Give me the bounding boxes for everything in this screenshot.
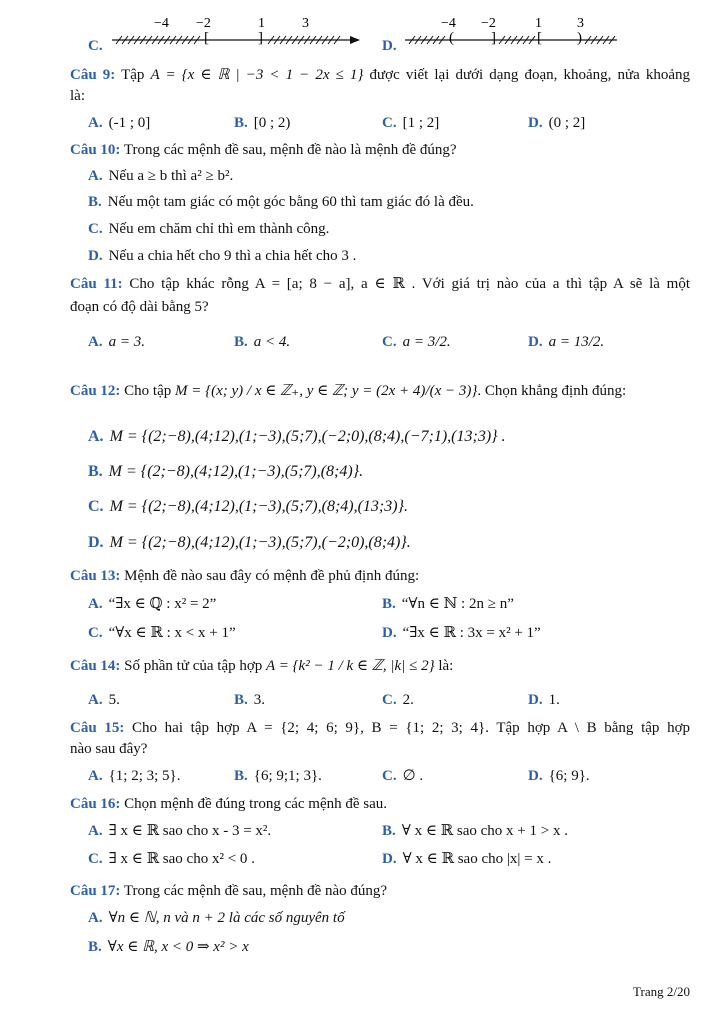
option-b: B. ∀ x ∈ ℝ sao cho x + 1 > x . xyxy=(382,823,568,839)
option-c: C. a = 3/2. xyxy=(382,334,451,350)
svg-text:[: [ xyxy=(537,30,542,46)
option-d: D. Nếu a chia hết cho 9 thì a chia hết cho 3 . xyxy=(88,248,357,264)
option-c: C. ∃ x ∈ ℝ sao cho x² < 0 . xyxy=(88,851,255,867)
set-expression: A = {k² − 1 / k ∈ ℤ, |k| ≤ 2} xyxy=(266,658,435,674)
option-d: D. “∃x ∈ ℝ : 3x = x² + 1” xyxy=(382,625,541,641)
option-a: A. Nếu a ≥ b thì a² ≥ b². xyxy=(88,168,234,184)
option-d: D. (0 ; 2] xyxy=(528,115,586,131)
option-a: A. 5. xyxy=(88,692,120,708)
option-a: A. M = {(2;−8),(4;12),(1;−3),(5;7),(−2;0),(8;4),(−7;1),(13;3)} . xyxy=(88,428,506,445)
option-a: A. “∃x ∈ ℚ : x² = 2” xyxy=(88,596,217,612)
option-d: D. M = {(2;−8),(4;12),(1;−3),(5;7),(−2;0),(8;4)}. xyxy=(88,534,411,551)
question-11-line-1 xyxy=(70,274,690,294)
question-13 xyxy=(70,566,690,586)
svg-text:): ) xyxy=(577,30,582,46)
question-text: Chọn mệnh đề đúng trong các mệnh đề sau. xyxy=(124,796,388,812)
question-text: được viết lại dưới dạng đoạn, khoảng, nửa khoảng xyxy=(369,67,690,83)
set-expression: A = {x ∈ ℝ | −3 < 1 − 2x ≤ 1} xyxy=(150,67,364,83)
tick-label: 1 xyxy=(258,16,265,31)
question-12 xyxy=(70,381,690,401)
tick-label: 3 xyxy=(302,16,309,31)
option-b: B. 3. xyxy=(234,692,266,708)
question-16 xyxy=(70,794,690,814)
question-label: Câu 11: xyxy=(70,276,123,292)
tick-label: 3 xyxy=(577,16,584,31)
option-d: D. ∀ x ∈ ℝ sao cho |x| = x . xyxy=(382,851,552,867)
question-text: . Chọn khẳng định đúng: xyxy=(477,383,627,399)
option-b: B. {6; 9;1; 3}. xyxy=(234,768,322,784)
question-label: Câu 13: xyxy=(70,568,121,584)
question-label: Câu 10: xyxy=(70,142,121,158)
question-label: Câu 12: xyxy=(70,383,121,399)
question-text: Cho hai tập hợp A = {2; 4; 6; 9}, B = {1; 2; 3; 4}. Tập hợp A \ B bằng tập hợp xyxy=(132,720,691,736)
svg-text:[: [ xyxy=(204,30,209,46)
option-c: C. “∀x ∈ ℝ : x < x + 1” xyxy=(88,625,236,641)
option-c: C. [1 ; 2] xyxy=(382,115,440,131)
option-c: C. 2. xyxy=(382,692,414,708)
option-d: D. {6; 9}. xyxy=(528,768,590,784)
option-c: C. Nếu em chăm chỉ thì em thành công. xyxy=(88,221,330,237)
option-d: D. a = 13/2. xyxy=(528,334,605,350)
question-label: Câu 14: xyxy=(70,658,121,674)
question-9-line-1 xyxy=(70,65,690,85)
option-d-label: D. xyxy=(382,38,397,54)
question-text: Cho tập xyxy=(124,383,172,399)
question-15-line-1 xyxy=(70,718,690,738)
option-c-label: C. xyxy=(88,38,103,54)
option-b: B. Nếu một tam giác có một góc bằng 60 thì tam giác đó là đều. xyxy=(88,194,474,210)
option-b: B. ∀x ∈ ℝ, x < 0 ⇒ x² > x xyxy=(88,939,249,955)
question-text: Trong các mệnh đề sau, mệnh đề nào là mệnh đề đúng? xyxy=(123,142,457,158)
option-b: B. a < 4. xyxy=(234,334,291,350)
tick-label: −2 xyxy=(481,16,496,31)
option-a: A. {1; 2; 3; 5}. xyxy=(88,768,181,784)
question-text: Tập xyxy=(121,67,145,83)
set-expression: M = {(x; y) / x ∈ ℤ₊, y ∈ ℤ; y = (2x + 4)/(x − 3)} xyxy=(175,383,478,399)
option-c: C. M = {(2;−8),(4;12),(1;−3),(5;7),(8;4),(13;3)}. xyxy=(88,498,408,515)
question-text: Mệnh đề nào sau đây có mệnh đề phủ định đúng: xyxy=(124,568,420,584)
question-17 xyxy=(70,881,690,901)
svg-text:]: ] xyxy=(258,30,263,46)
tick-label: −4 xyxy=(441,16,456,31)
page-number: Trang 2/20 xyxy=(633,984,690,999)
option-a: A. (-1 ; 0] xyxy=(88,115,151,131)
question-15-line-2: nào sau đây? xyxy=(70,741,148,757)
tick-label: −4 xyxy=(154,16,169,31)
svg-text:(: ( xyxy=(449,30,454,46)
option-b: B. M = {(2;−8),(4;12),(1;−3),(5;7),(8;4)}. xyxy=(88,463,364,480)
question-text: Cho tập khác rỗng A = [a; 8 − a], a ∈ ℝ . Với giá trị nào của a thì tập A sẽ là một xyxy=(129,276,691,292)
question-11-line-2: đoạn có độ dài bằng 5? xyxy=(70,299,209,315)
question-14 xyxy=(70,656,690,676)
question-10 xyxy=(70,140,690,160)
question-9-line-2: là: xyxy=(70,88,85,104)
option-d: D. 1. xyxy=(528,692,560,708)
question-text: Trong các mệnh đề sau, mệnh đề nào đúng? xyxy=(123,883,388,899)
question-label: Câu 17: xyxy=(70,883,121,899)
svg-text:]: ] xyxy=(491,30,496,46)
question-label: Câu 15: xyxy=(70,720,125,736)
option-a: A. ∀n ∈ ℕ, n và n + 2 là các số nguyên tố xyxy=(88,910,345,926)
question-label: Câu 9: xyxy=(70,67,116,83)
tick-label: −2 xyxy=(196,16,211,31)
tick-label: 1 xyxy=(535,16,542,31)
option-b: B. [0 ; 2) xyxy=(234,115,291,131)
option-c: C. ∅ . xyxy=(382,768,424,784)
option-a: A. a = 3. xyxy=(88,334,145,350)
option-a: A. ∃ x ∈ ℝ sao cho x - 3 = x². xyxy=(88,823,272,839)
question-label: Câu 16: xyxy=(70,796,121,812)
number-line-d xyxy=(405,14,655,50)
option-b: B. “∀n ∈ ℕ : 2n ≥ n” xyxy=(382,596,514,612)
number-line-c xyxy=(112,14,362,50)
question-text: là: xyxy=(438,658,454,674)
question-text: Số phần tử của tập hợp xyxy=(124,658,263,674)
